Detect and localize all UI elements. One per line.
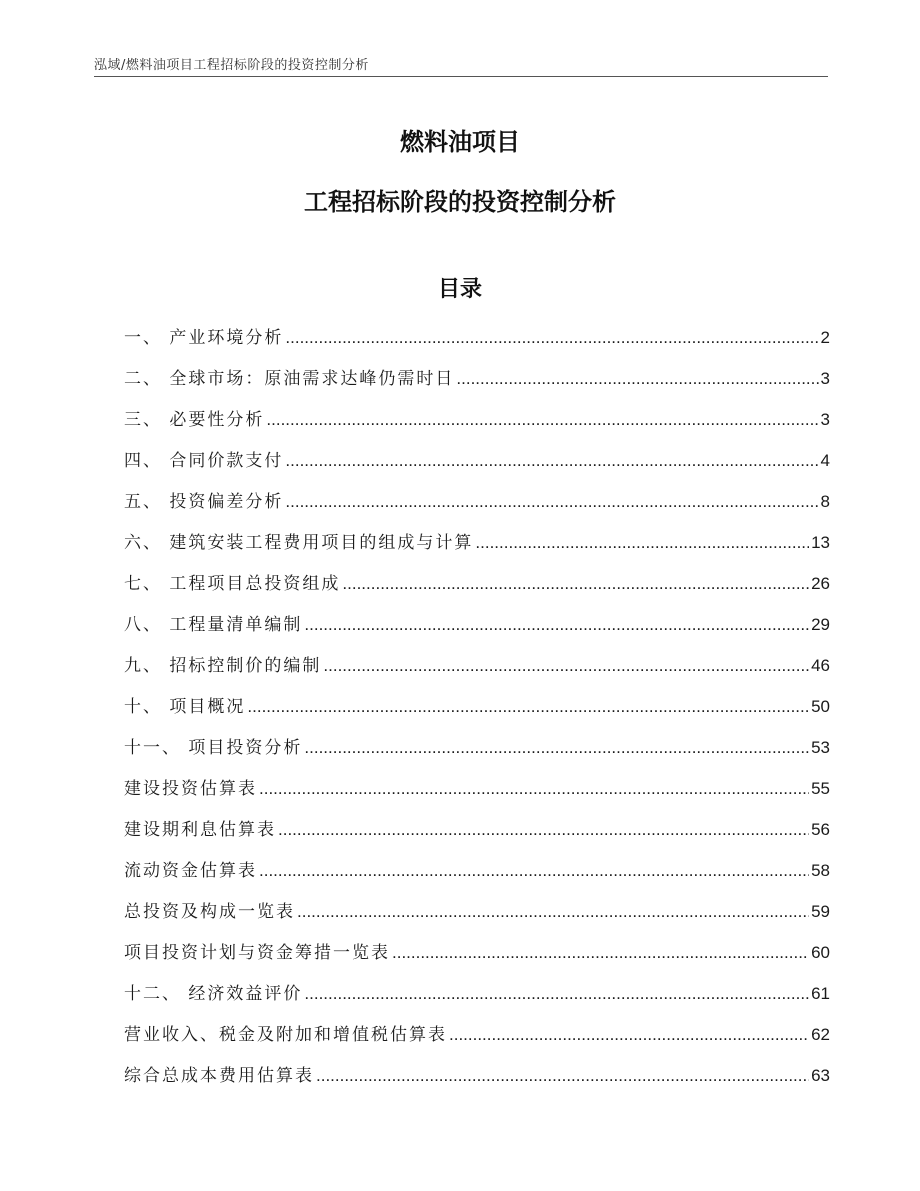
toc-entry[interactable]: [124, 1061, 830, 1102]
toc-entry-label: 营业收入、税金及附加和增值税估算表: [124, 1025, 447, 1045]
toc-entry-label: 总投资及构成一览表: [124, 902, 295, 922]
toc-entry[interactable]: [124, 323, 830, 364]
toc-leader-dots: [316, 1066, 809, 1086]
toc-heading: 目录: [437, 277, 482, 302]
toc-entry-label: 七、 工程项目总投资组成: [124, 574, 341, 594]
toc-entry-label: 建设期利息估算表: [124, 820, 276, 840]
toc-leader-dots: [304, 615, 809, 635]
toc-entry-label: 综合总成本费用估算表: [124, 1066, 314, 1086]
toc-leader-dots: [392, 943, 809, 963]
toc-page-number: 50: [811, 697, 830, 716]
toc-page-number: 3: [820, 369, 830, 388]
header-divider: [94, 76, 828, 77]
table-of-contents: [124, 323, 830, 1102]
toc-entry-label: 六、 建筑安装工程费用项目的组成与计算: [124, 533, 474, 553]
toc-entry[interactable]: [124, 405, 830, 446]
toc-leader-dots: [285, 492, 818, 512]
toc-entry-label: 流动资金估算表: [124, 861, 257, 881]
toc-entry-label: 三、 必要性分析: [124, 410, 265, 430]
toc-entry-label: 建设投资估算表: [124, 779, 257, 799]
toc-entry-label: 十、 项目概况: [124, 697, 246, 717]
toc-leader-dots: [285, 328, 818, 348]
toc-page-number: 61: [811, 984, 830, 1003]
toc-entry-label: 五、 投资偏差分析: [124, 492, 284, 512]
toc-entry-label: 十一、 项目投资分析: [124, 738, 303, 758]
toc-leader-dots: [278, 820, 809, 840]
toc-entry[interactable]: [124, 897, 830, 938]
toc-entry[interactable]: [124, 733, 830, 774]
toc-page-number: 8: [820, 492, 830, 511]
document-title-line-1: 燃料油项目: [400, 128, 520, 156]
toc-entry[interactable]: [124, 446, 830, 487]
toc-page-number: 2: [820, 328, 830, 347]
toc-entry[interactable]: [124, 1020, 830, 1061]
toc-leader-dots: [456, 369, 818, 389]
toc-page-number: 62: [811, 1025, 830, 1044]
toc-leader-dots: [304, 738, 809, 758]
toc-entry-label: 九、 招标控制价的编制: [124, 656, 322, 676]
toc-entry-label: 二、 全球市场：原油需求达峰仍需时日: [124, 369, 455, 389]
toc-entry[interactable]: [124, 651, 830, 692]
toc-page-number: 55: [811, 779, 830, 798]
toc-page-number: 26: [811, 574, 830, 593]
toc-entry-label: 一、 产业环境分析: [124, 328, 284, 348]
toc-page-number: 59: [811, 902, 830, 921]
toc-entry-label: 四、 合同价款支付: [124, 451, 284, 471]
toc-leader-dots: [323, 656, 809, 676]
toc-leader-dots: [342, 574, 809, 594]
toc-page-number: 53: [811, 738, 830, 757]
toc-page-number: 4: [820, 451, 830, 470]
toc-entry[interactable]: [124, 979, 830, 1020]
toc-entry[interactable]: [124, 774, 830, 815]
toc-page-number: 63: [811, 1066, 830, 1085]
toc-entry-label: 十二、 经济效益评价: [124, 984, 303, 1004]
toc-page-number: 13: [811, 533, 830, 552]
toc-page-number: 46: [811, 656, 830, 675]
toc-page-number: 29: [811, 615, 830, 634]
toc-entry-label: 项目投资计划与资金筹措一览表: [124, 943, 390, 963]
toc-page-number: 56: [811, 820, 830, 839]
toc-leader-dots: [297, 902, 809, 922]
toc-entry[interactable]: [124, 692, 830, 733]
toc-entry[interactable]: [124, 938, 830, 979]
toc-leader-dots: [475, 533, 809, 553]
toc-leader-dots: [285, 451, 818, 471]
toc-entry[interactable]: [124, 815, 830, 856]
toc-entry[interactable]: [124, 487, 830, 528]
toc-entry[interactable]: [124, 610, 830, 651]
toc-entry[interactable]: [124, 569, 830, 610]
toc-entry[interactable]: [124, 856, 830, 897]
toc-entry[interactable]: [124, 528, 830, 569]
toc-leader-dots: [449, 1025, 809, 1045]
toc-leader-dots: [247, 697, 809, 717]
toc-leader-dots: [259, 861, 809, 881]
toc-entry[interactable]: [124, 364, 830, 405]
toc-page-number: 60: [811, 943, 830, 962]
toc-leader-dots: [266, 410, 818, 430]
running-header: 泓域/燃料油项目工程招标阶段的投资控制分析: [94, 58, 369, 73]
document-title-line-2: 工程招标阶段的投资控制分析: [304, 188, 616, 216]
toc-leader-dots: [304, 984, 809, 1004]
toc-page-number: 58: [811, 861, 830, 880]
toc-page-number: 3: [820, 410, 830, 429]
toc-entry-label: 八、 工程量清单编制: [124, 615, 303, 635]
toc-leader-dots: [259, 779, 809, 799]
